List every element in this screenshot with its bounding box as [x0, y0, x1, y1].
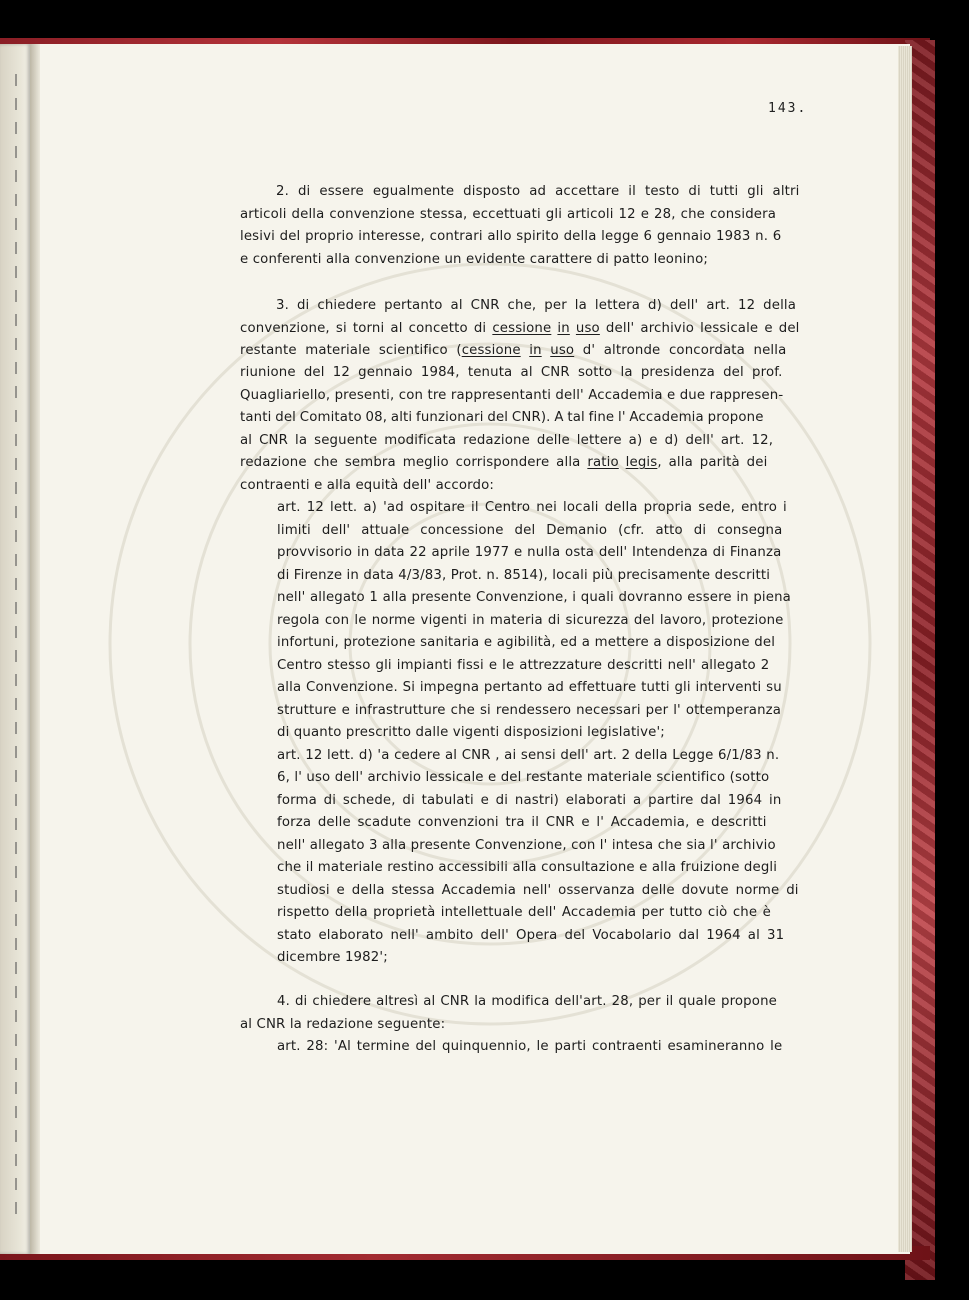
paragraph-2-line-2: articoli della convenzione stessa, eccettuati gli articoli 12 e 28, che considera [240, 207, 777, 222]
underlined-term: legis [625, 455, 658, 470]
paragraph-3-line-5: Quagliariello, presenti, con tre rappresentanti dell' Accademia e due rappresen- [240, 388, 784, 403]
paragraph-3-line-7: al CNR la seguente modificata redazione delle lettere a) e d) dell' art. 12, [240, 433, 774, 448]
art12a-line-8: Centro stesso gli impianti fissi e le attrezzature descritti nell' allegato 2 [277, 658, 770, 673]
art12a-line-7: infortuni, protezione sanitaria e agibilità, ed a mettere a disposizione del [277, 635, 776, 650]
paragraph-3-line-6: tanti del Comitato 08, alti funzionari del CNR). A tal fine l' Accademia propone [240, 410, 764, 425]
text-segment [521, 343, 530, 358]
art12d-line-1: art. 12 lett. d) 'a cedere al CNR , ai sensi dell' art. 2 della Legge 6/1/83 n. [277, 748, 780, 763]
art12d-line-2: 6, l' uso dell' archivio lessicale e del restante materiale scientifico (sotto [277, 770, 770, 785]
paragraph-2-line-1: 2. di essere egualmente disposto ad accettare il testo di tutti gli altri [276, 184, 800, 199]
text-segment [619, 455, 626, 470]
art12d-line-5: nell' allegato 3 alla presente Convenzione, con l' intesa che sia l' archivio [277, 838, 776, 853]
underlined-term: in [529, 343, 542, 358]
underlined-term: uso [575, 321, 600, 336]
art12a-line-4: di Firenze in data 4/3/83, Prot. n. 8514), locali più precisamente descritti [277, 568, 771, 583]
art12d-line-9: stato elaborato nell' ambito dell' Opera del Vocabolario dal 1964 al 31 [277, 928, 785, 943]
art12d-line-7: studiosi e della stessa Accademia nell' osservanza delle dovute norme di [277, 883, 799, 898]
art12a-line-2: limiti dell' attuale concessione del Demanio (cfr. atto di consegna [277, 523, 783, 538]
paragraph-3-line-4: riunione del 12 gennaio 1984, tenuta al CNR sotto la presidenza del prof. [240, 365, 783, 380]
paragraph-2-line-4: e conferenti alla convenzione un evidente carattere di patto leonino; [240, 252, 708, 267]
paragraph-4-line-2: al CNR la redazione seguente: [240, 1017, 446, 1032]
paragraph-2-line-3: lesivi del proprio interesse, contrari allo spirito della legge 6 gennaio 1983 n. 6 [240, 229, 782, 244]
paragraph-4-line-1: 4. di chiedere altresì al CNR la modifica dell'art. 28, per il quale propone [277, 994, 777, 1009]
paragraph-3-line-9: contraenti e alla equità dell' accordo: [240, 478, 495, 493]
art12a-line-11: di quanto prescritto dalle vigenti disposizioni legislative'; [277, 725, 665, 740]
underlined-term: uso [550, 343, 575, 358]
art12a-line-9: alla Convenzione. Si impegna pertanto ad effettuare tutti gli interventi su [277, 680, 782, 695]
paragraph-3-line-1: 3. di chiedere pertanto al CNR che, per la lettera d) dell' art. 12 della [276, 298, 797, 313]
page-gutter [30, 44, 40, 1254]
text-segment: convenzione, si torni al concetto di [240, 321, 493, 336]
underlined-term: cessione [461, 343, 521, 358]
art12d-line-3: forma di schede, di tabulati e di nastri) elaborati a partire dal 1964 in [277, 793, 782, 808]
text-segment: redazione che sembra meglio corrispondere alla [240, 455, 588, 470]
paragraph-3-line-3 [240, 340, 786, 362]
art12a-line-5: nell' allegato 1 alla presente Convenzione, i quali dovranno essere in piena [277, 590, 791, 605]
underlined-term: ratio [587, 455, 619, 470]
art12d-line-4: forza delle scadute convenzioni tra il CNR e l' Accademia, e descritti [277, 815, 767, 830]
art12a-line-10: strutture e infrastrutture che si rendessero necessari per l' ottemperanza [277, 703, 782, 718]
page-number: 143. [768, 101, 808, 116]
text-segment [542, 343, 551, 358]
paragraph-3-line-2 [240, 318, 800, 340]
art12d-line-10: dicembre 1982'; [277, 950, 388, 965]
text-segment: restante materiale scientifico ( [240, 343, 462, 358]
binding-stitch [15, 74, 17, 1224]
left-page-strip [0, 44, 30, 1254]
art12a-line-6: regola con le norme vigenti in materia di sicurezza del lavoro, protezione [277, 613, 784, 628]
paragraph-4-line-3: art. 28: 'Al termine del quinquennio, le parti contraenti esamineranno le [277, 1039, 783, 1054]
art12d-line-6: che il materiale restino accessibili alla consultazione e alla fruizione degli [277, 860, 778, 875]
text-segment: d' altronde concordata nella [574, 343, 787, 358]
underlined-term: in [557, 321, 570, 336]
art12a-line-1: art. 12 lett. a) 'ad ospitare il Centro nei locali della propria sede, entro i [277, 500, 787, 515]
text-segment: dell' archivio lessicale e del [599, 321, 800, 336]
art12a-line-3: provvisorio in data 22 aprile 1977 e nulla osta dell' Intendenza di Finanza [277, 545, 782, 560]
text-segment: , alla parità dei [657, 455, 768, 470]
paragraph-3-line-8 [240, 452, 767, 474]
art12d-line-8: rispetto della proprietà intellettuale dell' Accademia per tutto ciò che è [277, 905, 771, 920]
page-block-edge [898, 46, 912, 1252]
underlined-term: cessione [492, 321, 552, 336]
